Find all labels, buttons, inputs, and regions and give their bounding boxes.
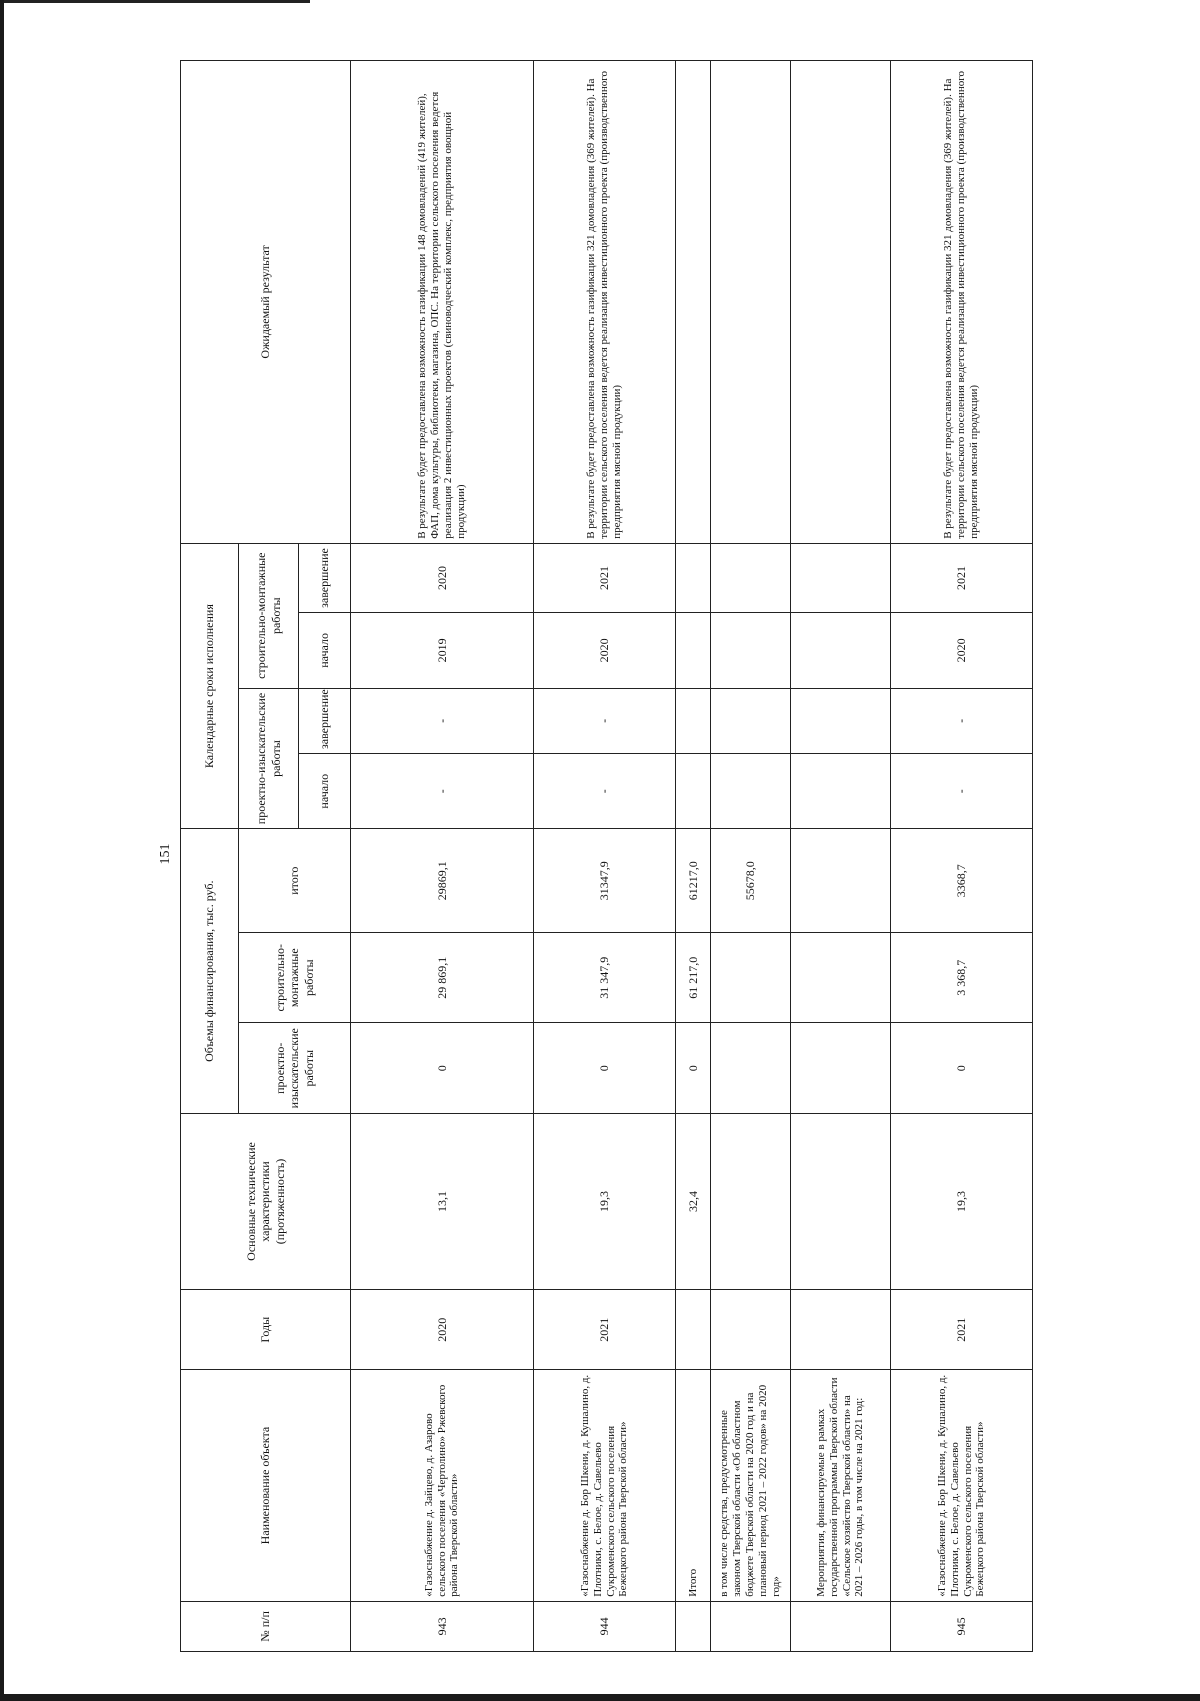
row-years: 2021: [891, 1289, 1033, 1369]
row-num: [676, 1601, 711, 1651]
table-row-program-section: [791, 61, 891, 1652]
row-construction-end: [676, 543, 711, 612]
row-name: «Газоснабжение д. Бор Шкени, д. Кушалино, д. Плотники, с. Белое, д. Савельево Сукроменского сельского поселения Бежецкого района Тверской области»: [534, 1370, 676, 1601]
row-result: [676, 61, 711, 544]
row-construction-end: 2021: [891, 543, 1033, 612]
table-row: [534, 61, 676, 1652]
row-num: 944: [534, 1601, 676, 1651]
header-construction-end: завершение: [299, 543, 351, 612]
row-characteristics: [711, 1113, 791, 1289]
row-design-start: -: [891, 753, 1033, 828]
row-fin-design: 0: [534, 1023, 676, 1114]
row-years: [711, 1289, 791, 1369]
table-row-budget-note: [711, 61, 791, 1652]
row-design-start: -: [351, 753, 534, 828]
row-years: 2021: [534, 1289, 676, 1369]
header-result: Ожидаемый результат: [181, 61, 351, 544]
header-construction-start: начало: [299, 613, 351, 688]
header-fin-total: итого: [239, 829, 351, 933]
row-design-start: [711, 753, 791, 828]
header-fin-design: проектно-изыскательские работы: [239, 1023, 351, 1114]
row-fin-construction: 3 368,7: [891, 932, 1033, 1023]
scan-edge-line: [0, 0, 310, 3]
row-fin-construction: 61 217,0: [676, 932, 711, 1023]
row-design-end: -: [534, 688, 676, 753]
row-characteristics: 32,4: [676, 1113, 711, 1289]
page-number: 151: [158, 843, 173, 865]
header-years: Годы: [181, 1289, 351, 1369]
row-fin-total: 29869,1: [351, 829, 534, 933]
row-years: [676, 1289, 711, 1369]
row-construction-start: [676, 613, 711, 688]
row-design-end: [711, 688, 791, 753]
header-financing: Объемы финансирования, тыс. руб.: [181, 829, 239, 1114]
row-construction-start: 2020: [891, 613, 1033, 688]
row-result: В результате будет предоставлена возможность газификации 148 домовладений (419 жителей), ФАП, дома культуры, библиотеки, магазина, ОПС. На территории сельского поселения ведется реализация 2 инвестиционных проектов (свиноводческий комплекс, предприятия овощной продукции): [351, 61, 534, 544]
row-num: [791, 1601, 891, 1651]
row-fin-construction: [791, 932, 891, 1023]
row-fin-construction: [711, 932, 791, 1023]
rotated-table-sheet: [180, 60, 1086, 1652]
row-result: В результате будет предоставлена возможность газификации 321 домовладения (369 жителей). На территории сельского поселения ведется реализация инвестиционного проекта (производственного предприятия мясной продукции): [891, 61, 1033, 544]
row-name: «Газоснабжение д. Бор Шкени, д. Кушалино, д. Плотники, с. Белое, д. Савельево Сукроменского сельского поселения Бежецкого района Тверской области»: [891, 1370, 1033, 1601]
row-num: 945: [891, 1601, 1033, 1651]
row-fin-design: 0: [676, 1023, 711, 1114]
header-num: № п/п: [181, 1601, 351, 1651]
row-design-end: [791, 688, 891, 753]
row-characteristics: 19,3: [534, 1113, 676, 1289]
table-row-total: [676, 61, 711, 1652]
row-design-start: [791, 753, 891, 828]
table-row: [351, 61, 534, 1652]
row-characteristics: 13,1: [351, 1113, 534, 1289]
scan-left-border: [0, 0, 4, 1701]
row-fin-total: 31347,9: [534, 829, 676, 933]
row-design-end: [676, 688, 711, 753]
header-cal-construction: строительно-монтажные работы: [239, 543, 299, 688]
row-construction-end: 2021: [534, 543, 676, 612]
header-design-end: завершение: [299, 688, 351, 753]
table-row: [891, 61, 1033, 1652]
row-characteristics: [791, 1113, 891, 1289]
row-design-end: -: [351, 688, 534, 753]
row-construction-start: [791, 613, 891, 688]
row-fin-design: 0: [351, 1023, 534, 1114]
header-calendar: Календарные сроки исполнения: [181, 543, 239, 829]
row-name: «Газоснабжение д. Зайцево, д. Азарово сельского поселения «Чертолино» Ржевского района Тверской области»: [351, 1370, 534, 1601]
row-design-start: [676, 753, 711, 828]
row-fin-total: 55678,0: [711, 829, 791, 933]
row-years: 2020: [351, 1289, 534, 1369]
row-fin-total: [791, 829, 891, 933]
header-name: Наименование объекта: [181, 1370, 351, 1601]
row-design-start: -: [534, 753, 676, 828]
header-cal-design: проектно-изыскательские работы: [239, 688, 299, 829]
scan-bottom-border: [0, 1694, 1200, 1701]
header-design-start: начало: [299, 753, 351, 828]
row-name: Мероприятия, финансируемые в рамках государственной программы Тверской области «Сельское хозяйство Тверской области» на 2021 – 2026 годы, в том числе на 2021 год:: [791, 1370, 891, 1601]
row-fin-total: 61217,0: [676, 829, 711, 933]
row-fin-design: [711, 1023, 791, 1114]
row-construction-end: [791, 543, 891, 612]
row-name: в том числе средства, предусмотренные законом Тверской области «Об областном бюджете Тверской области на 2020 год и на плановый период 2021 – 2022 годов» на 2020 год»: [711, 1370, 791, 1601]
header-characteristics: Основные технические характеристики (протяженность): [181, 1113, 351, 1289]
row-result: В результате будет предоставлена возможность газификации 321 домовладения (369 жителей). На территории сельского поселения ведется реализация инвестиционного проекта (производственного предприятия мясной продукции): [534, 61, 676, 544]
row-num: [711, 1601, 791, 1651]
row-construction-end: [711, 543, 791, 612]
row-fin-total: 3368,7: [891, 829, 1033, 933]
row-construction-start: 2020: [534, 613, 676, 688]
row-fin-construction: 31 347,9: [534, 932, 676, 1023]
investment-objects-table: [180, 60, 1033, 1652]
row-years: [791, 1289, 891, 1369]
row-fin-construction: 29 869,1: [351, 932, 534, 1023]
row-result: [711, 61, 791, 544]
row-construction-start: [711, 613, 791, 688]
header-fin-construction: строительно-монтажные работы: [239, 932, 351, 1023]
row-num: 943: [351, 1601, 534, 1651]
row-fin-design: [791, 1023, 891, 1114]
row-design-end: -: [891, 688, 1033, 753]
row-fin-design: 0: [891, 1023, 1033, 1114]
row-name: Итого: [676, 1370, 711, 1601]
row-result: [791, 61, 891, 544]
row-construction-start: 2019: [351, 613, 534, 688]
row-characteristics: 19,3: [891, 1113, 1033, 1289]
row-construction-end: 2020: [351, 543, 534, 612]
